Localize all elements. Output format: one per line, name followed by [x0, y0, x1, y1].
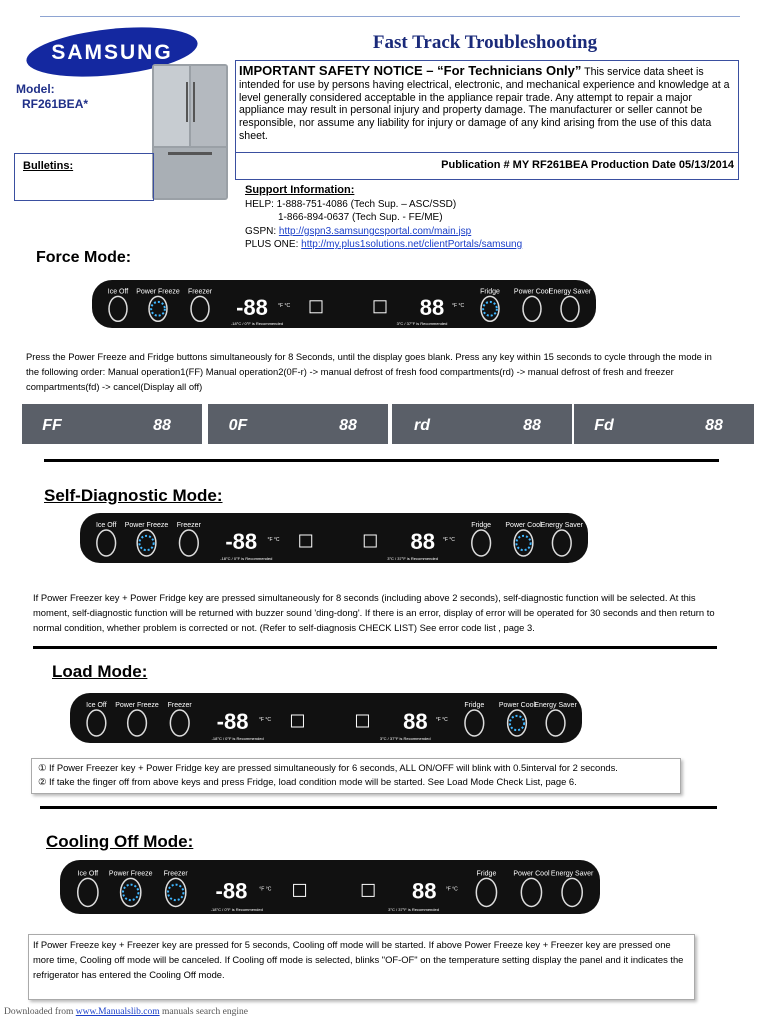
fridge-button-press-indicator: [483, 302, 497, 316]
divider-1: [44, 459, 719, 462]
power-cool-label: Power Cool: [513, 288, 551, 296]
brand-text: SAMSUNG: [51, 41, 173, 64]
fridge-recommended-text: 3°C / 37°F is Recommended: [387, 556, 439, 561]
power-freeze-button-press-indicator: [123, 885, 138, 900]
force-mode-code: rd: [414, 417, 430, 434]
freezer-recommended-text: -18°C / 0°F is Recommended: [230, 321, 284, 326]
refrigerator-image: [148, 62, 232, 202]
energy-saver-label: Energy Saver: [550, 870, 594, 878]
divider-2: [33, 646, 717, 649]
power-cool-label: Power Cool: [513, 870, 550, 878]
cooling-off-box: [28, 934, 695, 1000]
force-mode-fridge-display: 88: [339, 417, 357, 434]
freezer-recommended-text: -18°C / 0°F is Recommended: [220, 556, 273, 561]
freezer-temp-display: -88: [215, 878, 248, 904]
fridge-mode-icon: [374, 301, 386, 313]
fridge-label: Fridge: [471, 522, 492, 529]
power-freeze-label: Power Freeze: [136, 288, 180, 296]
force-mode-title: Force Mode:: [36, 249, 132, 266]
force-mode-code: Fd: [594, 417, 614, 434]
fridge-label: Fridge: [480, 288, 500, 296]
plus-one-link[interactable]: http://my.plus1solutions.net/clientPortals/samsung: [301, 239, 523, 250]
download-footer: [4, 1007, 248, 1017]
power-freeze-button-press-indicator: [139, 536, 153, 550]
force-mode-fridge-display: 88: [153, 417, 171, 434]
cooling-off-title: Cooling Off Mode:: [46, 832, 194, 851]
cooling-off-text: If Power Freeze key + Freezer key are pressed for 5 seconds, Cooling off mode will be started. If above Power Freeze key + Freezer key are pressed one more time, Cooling off mode will be canceled. If Cooling off mode is selected, blinks "OF-OF" on the temperature setting display the panel and it indicates the refrigerator has entered the Cooling Off mode.: [33, 939, 684, 980]
ice-off-button[interactable]: [109, 296, 127, 321]
power-freeze-button[interactable]: [128, 710, 147, 736]
power-freeze-button-press-indicator: [151, 302, 165, 316]
force-mode-code: FF: [42, 417, 62, 434]
manualslib-link[interactable]: www.Manualslib.com: [75, 1007, 160, 1017]
load-mode-line-1: ① If Power Freezer key + Power Fridge key are pressed simultaneously for 6 seconds, ALL ON/OFF will blink with 0.5interval for 2 seconds.: [38, 762, 618, 773]
fridge-button[interactable]: [472, 530, 491, 556]
footer-prefix: Downloaded from: [4, 1007, 76, 1017]
power-freeze-label: Power Freeze: [124, 522, 169, 529]
fridge-button[interactable]: [465, 710, 484, 736]
energy-saver-button[interactable]: [561, 296, 579, 321]
help-line-1: HELP: 1-888-751-4086 (Tech Sup. – ASC/SSD): [245, 198, 457, 210]
support-heading: Support Information:: [245, 184, 355, 196]
publication-bar: [236, 152, 738, 179]
support-info: [245, 184, 522, 252]
fridge-mode-icon: [364, 535, 376, 547]
freezer-button[interactable]: [170, 710, 189, 736]
page-title: Fast Track Troubleshooting: [372, 32, 598, 53]
ice-off-label: Ice Off: [107, 288, 129, 296]
force-display-thumb-1: [22, 404, 202, 444]
freezer-recommended-text: -18°C / 0°F is Recommended: [211, 736, 264, 741]
energy-saver-label: Energy Saver: [534, 702, 577, 709]
fridge-mode-icon: [362, 884, 374, 896]
freezer-unit-label: °F °C: [278, 302, 291, 309]
ice-off-button[interactable]: [78, 878, 98, 906]
energy-saver-label: Energy Saver: [540, 522, 584, 529]
freezer-unit-label: °F °C: [258, 717, 272, 723]
energy-saver-button[interactable]: [562, 878, 582, 906]
freezer-unit-label: °F °C: [267, 537, 280, 543]
ice-off-label: Ice Off: [86, 702, 107, 709]
load-mode-box: [31, 758, 681, 794]
energy-saver-button[interactable]: [546, 710, 565, 736]
control-panel-load: [70, 693, 582, 743]
freezer-mode-icon: [310, 301, 322, 313]
freezer-label: Freezer: [167, 702, 192, 709]
self-diagnostic-title: Self-Diagnostic Mode:: [44, 486, 223, 505]
force-mode-fridge-display: 88: [705, 417, 723, 434]
self-diagnostic-text: If Power Freezer key + Power Fridge key are pressed simultaneously for 8 seconds (including above 2 seconds), self-diagnostic function will be selected. At this moment, self-diagnostic function will be returned with buzzer sound 'ding-dong'. If there is an error, display of error will be operated for 30 seconds and then return to normal condition, whether problem is corrected or not. (Refer to self-diagnosis CHECK LIST) See error code list , page 3.: [33, 592, 715, 633]
freezer-button-press-indicator: [168, 885, 183, 900]
energy-saver-button[interactable]: [552, 530, 571, 556]
power-cool-button-press-indicator: [516, 536, 530, 550]
freezer-label: Freezer: [163, 870, 188, 878]
control-panel-force: [92, 280, 596, 328]
bulletins-label: Bulletins:: [23, 160, 74, 172]
force-mode-text: Press the Power Freeze and Fridge buttons simultaneously for 8 Seconds, until the display goes blank. Press any key within 15 seconds to cycle through the mode in the following order: Manual operation1(FF) Manual operation2(0F-r) -> manual defrost of fresh food compartments(rd) -> manual defrost of fresh and freezer compartments(fd) -> cancel(Display all off): [26, 351, 712, 392]
control-panel-cooling-off: [60, 860, 600, 914]
fridge-label: Fridge: [476, 870, 497, 878]
freezer-recommended-text: -18°C / 0°F is Recommended: [210, 907, 263, 912]
freezer-button[interactable]: [179, 530, 198, 556]
fridge-recommended-text: 3°C / 37°F is Recommended: [396, 321, 448, 326]
power-cool-button[interactable]: [523, 296, 541, 321]
load-mode-line-2: ② If take the finger off from above keys and press Fridge, load condition mode will be started. See Load Mode Check List, page 6.: [38, 776, 577, 787]
footer-suffix: manuals search engine: [159, 1007, 248, 1017]
power-cool-label: Power Cool: [505, 522, 542, 529]
ice-off-label: Ice Off: [77, 870, 99, 878]
gspn-link[interactable]: http://gspn3.samsungcsportal.com/main.jsp: [278, 225, 472, 237]
power-cool-label: Power Cool: [498, 702, 536, 709]
power-cool-button-press-indicator: [510, 716, 524, 730]
safety-notice: [235, 60, 739, 180]
model-label: Model:: [16, 82, 55, 96]
load-mode-title: Load Mode:: [52, 662, 148, 681]
fridge-temp-display: 88: [419, 294, 445, 320]
fridge-unit-label: °F °C: [442, 537, 455, 543]
divider-3: [40, 806, 717, 809]
power-freeze-label: Power Freeze: [108, 870, 153, 878]
energy-saver-label: Energy Saver: [548, 288, 592, 296]
freezer-temp-display: -88: [225, 529, 258, 554]
header-rule: [40, 16, 740, 17]
notice-heading: IMPORTANT SAFETY NOTICE – “For Technicians Only”: [239, 63, 582, 78]
bulletins-box: [14, 153, 154, 201]
notice-body: This service data sheet is intended for use by persons having electrical, electronic, and mechanical experience and knowledge at a level generally considered acceptable in the appliance repair trade. Any attempt to repair a major appliance may result in personal injury and property damage. The manufacturer or seller cannot be responsible, nor assume any liability for injury or damage of any kind arising from the use of this data sheet.: [239, 66, 730, 142]
fridge-mode-icon: [356, 715, 368, 727]
freezer-temp-display: -88: [216, 709, 249, 734]
force-mode-code: 0F: [228, 417, 248, 434]
fridge-temp-display: 88: [410, 529, 435, 554]
freezer-mode-icon: [300, 535, 312, 547]
force-display-thumb-2: [208, 404, 388, 444]
ice-off-button[interactable]: [97, 530, 116, 556]
fridge-recommended-text: 3°C / 37°F is Recommended: [388, 907, 439, 912]
fridge-temp-display: 88: [403, 709, 428, 734]
freezer-label: Freezer: [187, 288, 213, 296]
ice-off-label: Ice Off: [95, 522, 117, 529]
freezer-mode-icon: [291, 715, 303, 727]
force-display-thumb-3: [392, 404, 572, 444]
fridge-unit-label: °F °C: [452, 302, 465, 309]
gspn-line: [245, 225, 522, 239]
fridge-temp-display: 88: [412, 878, 437, 904]
freezer-label: Freezer: [176, 522, 201, 529]
freezer-temp-display: -88: [236, 294, 268, 320]
gspn-label: GSPN:: [245, 225, 279, 237]
plus-one-label: PLUS ONE:: [245, 239, 302, 250]
plus-one-line: [245, 238, 522, 252]
ice-off-button[interactable]: [87, 710, 106, 736]
power-cool-button[interactable]: [521, 878, 541, 906]
help-line-2: 1-866-894-0637 (Tech Sup. - FE/ME): [278, 212, 443, 223]
publication-text: Publication # MY RF261BEA Production Date 05/13/2014: [441, 159, 734, 171]
freezer-button[interactable]: [191, 296, 209, 321]
power-freeze-label: Power Freeze: [115, 702, 159, 709]
model-number: RF261BEA*: [22, 97, 89, 111]
fridge-label: Fridge: [464, 702, 485, 709]
force-mode-fridge-display: 88: [523, 417, 541, 434]
freezer-mode-icon: [294, 884, 306, 896]
control-panel-self-diagnostic: [80, 513, 588, 563]
freezer-unit-label: °F °C: [259, 886, 272, 893]
fridge-unit-label: °F °C: [435, 717, 448, 723]
fridge-unit-label: °F °C: [445, 886, 458, 893]
force-display-thumb-4: [574, 404, 754, 444]
fridge-button[interactable]: [476, 878, 496, 906]
fridge-recommended-text: 3°C / 37°F is Recommended: [379, 736, 431, 741]
